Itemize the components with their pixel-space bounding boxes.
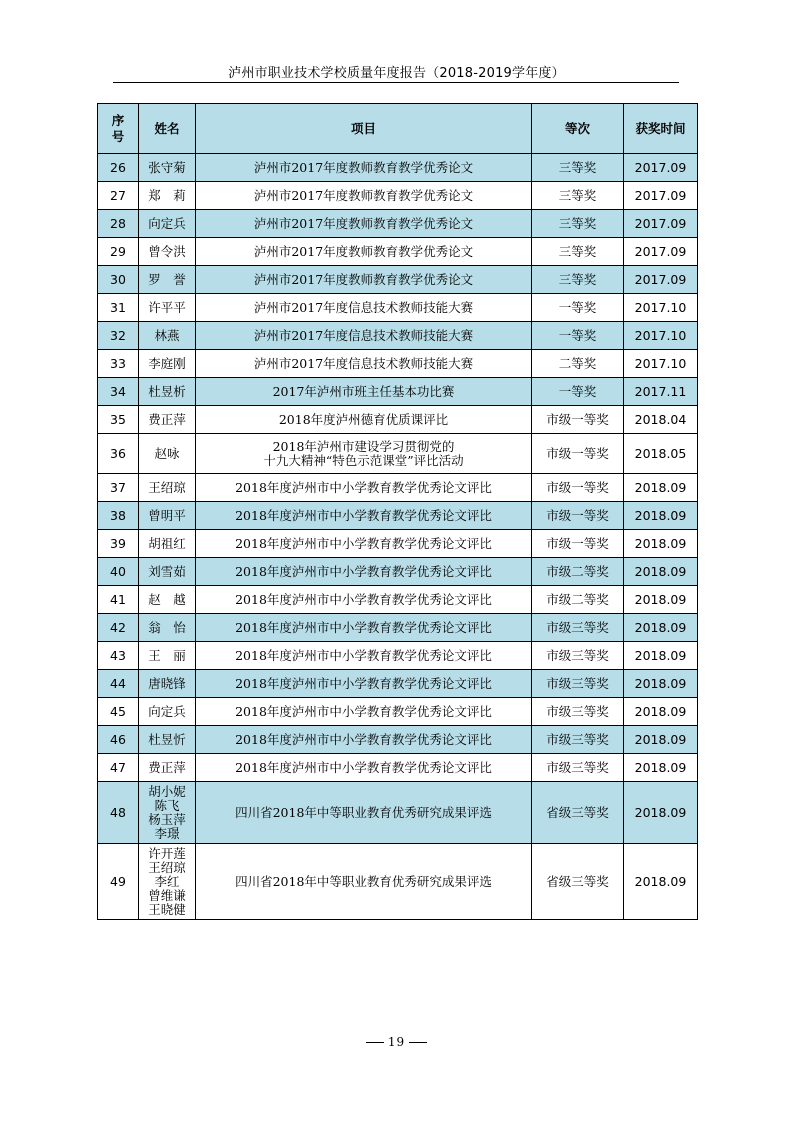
table-row: [98, 670, 698, 698]
table-row: [98, 210, 698, 238]
cell-date: 2017.09: [624, 210, 698, 238]
cell-project-line: 2018年泸州市建设学习贯彻党的: [272, 438, 455, 454]
cell-date: 2018.09: [624, 698, 698, 726]
cell-project-line: 泸州市2017年度教师教育教学优秀论文: [253, 271, 474, 287]
cell-grade: 三等奖: [532, 238, 624, 266]
cell-date: 2018.09: [624, 726, 698, 754]
header-rule: [113, 82, 679, 83]
cell-name-line: 向定兵: [148, 703, 186, 719]
column-header-project: 项目: [196, 104, 532, 154]
cell-date: 2017.10: [624, 350, 698, 378]
cell-date: 2018.05: [624, 434, 698, 474]
cell-names: [139, 698, 196, 726]
cell-no: 36: [98, 434, 139, 474]
table-row: [98, 266, 698, 294]
cell-project-line: 2018年度泸州市中小学教育教学优秀论文评比: [235, 479, 492, 495]
cell-project-line: 2018年度泸州市中小学教育教学优秀论文评比: [235, 703, 492, 719]
cell-grade: 市级一等奖: [532, 474, 624, 502]
cell-project-line: 2018年度泸州市中小学教育教学优秀论文评比: [235, 619, 492, 635]
table-row: [98, 378, 698, 406]
table-row: [98, 754, 698, 782]
page-number-text: 19: [387, 1035, 406, 1049]
cell-date: 2018.09: [624, 782, 698, 844]
cell-project: [196, 558, 532, 586]
cell-date: 2018.09: [624, 754, 698, 782]
cell-date: 2017.09: [624, 154, 698, 182]
cell-names: [139, 642, 196, 670]
cell-grade: 市级三等奖: [532, 698, 624, 726]
cell-names: [139, 406, 196, 434]
cell-grade: 二等奖: [532, 350, 624, 378]
cell-names: [139, 558, 196, 586]
cell-project: [196, 154, 532, 182]
table-row: [98, 294, 698, 322]
cell-project-line: 泸州市2017年度教师教育教学优秀论文: [253, 187, 474, 203]
cell-project: [196, 294, 532, 322]
cell-date: 2017.09: [624, 266, 698, 294]
cell-project-line: 泸州市2017年度信息技术教师技能大赛: [253, 355, 474, 371]
cell-project: [196, 266, 532, 294]
cell-names: [139, 182, 196, 210]
cell-project: [196, 238, 532, 266]
cell-project: [196, 698, 532, 726]
cell-no: 44: [98, 670, 139, 698]
cell-name-line: 费正萍: [148, 759, 186, 775]
cell-name-line: 许开莲: [148, 845, 186, 861]
cell-grade: 市级三等奖: [532, 754, 624, 782]
cell-no: 31: [98, 294, 139, 322]
cell-grade: 三等奖: [532, 210, 624, 238]
column-header-name: 姓名: [139, 104, 196, 154]
cell-names: [139, 502, 196, 530]
cell-project: [196, 782, 532, 844]
cell-project-line: 泸州市2017年度信息技术教师技能大赛: [253, 299, 474, 315]
cell-name-line: 翁 怡: [148, 619, 186, 635]
cell-name-line: 赵咏: [154, 445, 180, 461]
cell-grade: 市级一等奖: [532, 530, 624, 558]
cell-name-line: 王 丽: [148, 647, 186, 663]
cell-no: 26: [98, 154, 139, 182]
cell-project: [196, 474, 532, 502]
table-row: [98, 726, 698, 754]
cell-names: [139, 844, 196, 920]
cell-grade: 市级一等奖: [532, 434, 624, 474]
cell-project-line: 泸州市2017年度教师教育教学优秀论文: [253, 215, 474, 231]
column-header-no: [98, 104, 139, 154]
cell-date: 2017.11: [624, 378, 698, 406]
cell-grade: 一等奖: [532, 294, 624, 322]
cell-names: [139, 670, 196, 698]
cell-project-line: 2018年度泸州市中小学教育教学优秀论文评比: [235, 591, 492, 607]
cell-names: [139, 754, 196, 782]
report-header-title: 泸州市职业技术学校质量年度报告（2018-2019学年度）: [228, 66, 565, 81]
cell-date: 2017.10: [624, 322, 698, 350]
table-row: [98, 614, 698, 642]
cell-name-line: 杜昱析: [148, 383, 186, 399]
table-row: [98, 782, 698, 844]
cell-name-line: 赵 越: [148, 591, 186, 607]
cell-name-line: 杜昱忻: [148, 731, 186, 747]
cell-grade: 一等奖: [532, 322, 624, 350]
cell-names: [139, 726, 196, 754]
cell-name-line: 费正萍: [148, 411, 186, 427]
cell-grade: 市级三等奖: [532, 726, 624, 754]
cell-name-line: 曾维谦: [148, 887, 186, 903]
cell-grade: 一等奖: [532, 378, 624, 406]
cell-name-line: 张守菊: [148, 159, 186, 175]
cell-name-line: 唐晓锋: [148, 675, 186, 691]
cell-grade: 三等奖: [532, 154, 624, 182]
table-row: [98, 238, 698, 266]
cell-grade: 市级三等奖: [532, 670, 624, 698]
table-row: [98, 406, 698, 434]
cell-project: [196, 726, 532, 754]
cell-project: [196, 378, 532, 406]
cell-names: [139, 586, 196, 614]
cell-name-line: 王绍琼: [148, 859, 186, 875]
column-header-no-text: 序号: [111, 112, 125, 144]
cell-project: [196, 182, 532, 210]
table-row: [98, 586, 698, 614]
cell-no: 35: [98, 406, 139, 434]
cell-project: [196, 614, 532, 642]
cell-no: 34: [98, 378, 139, 406]
cell-names: [139, 474, 196, 502]
table-header-row: [98, 104, 698, 154]
cell-project-line: 四川省2018年中等职业教育优秀研究成果评选: [235, 804, 492, 820]
table-row: [98, 844, 698, 920]
cell-project-line: 2018年度泸州市中小学教育教学优秀论文评比: [235, 731, 492, 747]
cell-name-line: 陈飞: [154, 797, 180, 813]
cell-date: 2018.09: [624, 474, 698, 502]
cell-no: 28: [98, 210, 139, 238]
cell-project: [196, 754, 532, 782]
cell-no: 27: [98, 182, 139, 210]
cell-grade: 市级三等奖: [532, 614, 624, 642]
cell-names: [139, 434, 196, 474]
cell-date: 2017.09: [624, 182, 698, 210]
cell-names: [139, 378, 196, 406]
cell-project-line: 泸州市2017年度信息技术教师技能大赛: [253, 327, 474, 343]
cell-grade: 市级一等奖: [532, 502, 624, 530]
cell-project: [196, 502, 532, 530]
cell-no: 29: [98, 238, 139, 266]
cell-project-line: 四川省2018年中等职业教育优秀研究成果评选: [235, 873, 492, 889]
cell-name-line: 王绍琼: [148, 479, 186, 495]
page-number: [0, 1035, 793, 1049]
cell-project-line: 2018年度泸州市中小学教育教学优秀论文评比: [235, 647, 492, 663]
cell-date: 2018.09: [624, 530, 698, 558]
cell-grade: 市级三等奖: [532, 642, 624, 670]
cell-project-line: 2018年度泸州德育优质课评比: [278, 411, 449, 427]
cell-project: [196, 434, 532, 474]
cell-project: [196, 844, 532, 920]
cell-no: 40: [98, 558, 139, 586]
column-header-grade: 等次: [532, 104, 624, 154]
cell-no: 32: [98, 322, 139, 350]
cell-no: 46: [98, 726, 139, 754]
cell-name-line: 杨玉萍: [148, 811, 186, 827]
cell-project-line: 2018年度泸州市中小学教育教学优秀论文评比: [235, 759, 492, 775]
cell-names: [139, 210, 196, 238]
cell-names: [139, 350, 196, 378]
cell-grade: 三等奖: [532, 266, 624, 294]
cell-project-line: 泸州市2017年度教师教育教学优秀论文: [253, 243, 474, 259]
cell-project-line: 十九大精神“特色示范课堂”评比活动: [263, 452, 464, 468]
cell-project: [196, 670, 532, 698]
table-row: [98, 350, 698, 378]
cell-date: 2018.09: [624, 558, 698, 586]
cell-name-line: 王晓健: [148, 901, 186, 917]
cell-date: 2017.10: [624, 294, 698, 322]
cell-name-line: 刘雪茹: [148, 563, 186, 579]
cell-project-line: 2018年度泸州市中小学教育教学优秀论文评比: [235, 563, 492, 579]
cell-date: 2018.09: [624, 614, 698, 642]
cell-name-line: 许平平: [148, 299, 186, 315]
cell-date: 2018.09: [624, 586, 698, 614]
cell-no: 38: [98, 502, 139, 530]
table-row: [98, 322, 698, 350]
cell-project: [196, 642, 532, 670]
table-row: [98, 182, 698, 210]
cell-grade: 省级三等奖: [532, 844, 624, 920]
cell-no: 33: [98, 350, 139, 378]
page-number-dash-left: [366, 1042, 384, 1043]
cell-name-line: 曾明平: [148, 507, 186, 523]
cell-no: 39: [98, 530, 139, 558]
cell-date: 2017.09: [624, 238, 698, 266]
cell-project-line: 泸州市2017年度教师教育教学优秀论文: [253, 159, 474, 175]
cell-no: 45: [98, 698, 139, 726]
cell-no: 49: [98, 844, 139, 920]
column-header-date: 获奖时间: [624, 104, 698, 154]
cell-project-line: 2017年泸州市班主任基本功比赛: [272, 383, 455, 399]
cell-project-line: 2018年度泸州市中小学教育教学优秀论文评比: [235, 675, 492, 691]
cell-date: 2018.09: [624, 502, 698, 530]
cell-names: [139, 294, 196, 322]
table-row: [98, 434, 698, 474]
cell-grade: 三等奖: [532, 182, 624, 210]
cell-name-line: 向定兵: [148, 215, 186, 231]
cell-project: [196, 350, 532, 378]
cell-names: [139, 614, 196, 642]
awards-table: [97, 103, 698, 920]
page-number-dash-right: [409, 1042, 427, 1043]
cell-name-line: 李庭刚: [148, 355, 186, 371]
cell-name-line: 李红: [154, 873, 180, 889]
cell-names: [139, 154, 196, 182]
cell-no: 48: [98, 782, 139, 844]
cell-name-line: 胡祖红: [148, 535, 186, 551]
cell-no: 30: [98, 266, 139, 294]
cell-grade: 省级三等奖: [532, 782, 624, 844]
cell-project: [196, 322, 532, 350]
cell-date: 2018.09: [624, 670, 698, 698]
cell-name-line: 曾令洪: [148, 243, 186, 259]
cell-project: [196, 586, 532, 614]
cell-names: [139, 530, 196, 558]
cell-name-line: 李璟: [154, 825, 180, 841]
cell-names: [139, 238, 196, 266]
table-body: [98, 154, 698, 920]
cell-names: [139, 322, 196, 350]
cell-project: [196, 406, 532, 434]
table-row: [98, 474, 698, 502]
cell-project: [196, 210, 532, 238]
cell-date: 2018.04: [624, 406, 698, 434]
cell-name-line: 胡小妮: [148, 783, 186, 799]
table-row: [98, 698, 698, 726]
cell-project: [196, 530, 532, 558]
cell-no: 43: [98, 642, 139, 670]
cell-name-line: 罗 誉: [148, 271, 186, 287]
cell-no: 41: [98, 586, 139, 614]
cell-no: 37: [98, 474, 139, 502]
cell-grade: 市级一等奖: [532, 406, 624, 434]
cell-no: 42: [98, 614, 139, 642]
cell-name-line: 林燕: [154, 327, 180, 343]
cell-grade: 市级二等奖: [532, 558, 624, 586]
cell-name-line: 郑 莉: [148, 187, 186, 203]
table-row: [98, 558, 698, 586]
cell-grade: 市级二等奖: [532, 586, 624, 614]
table-row: [98, 502, 698, 530]
table-row: [98, 154, 698, 182]
cell-names: [139, 266, 196, 294]
cell-date: 2018.09: [624, 844, 698, 920]
cell-project-line: 2018年度泸州市中小学教育教学优秀论文评比: [235, 507, 492, 523]
table-row: [98, 642, 698, 670]
table-row: [98, 530, 698, 558]
cell-names: [139, 782, 196, 844]
cell-date: 2018.09: [624, 642, 698, 670]
cell-project-line: 2018年度泸州市中小学教育教学优秀论文评比: [235, 535, 492, 551]
cell-no: 47: [98, 754, 139, 782]
